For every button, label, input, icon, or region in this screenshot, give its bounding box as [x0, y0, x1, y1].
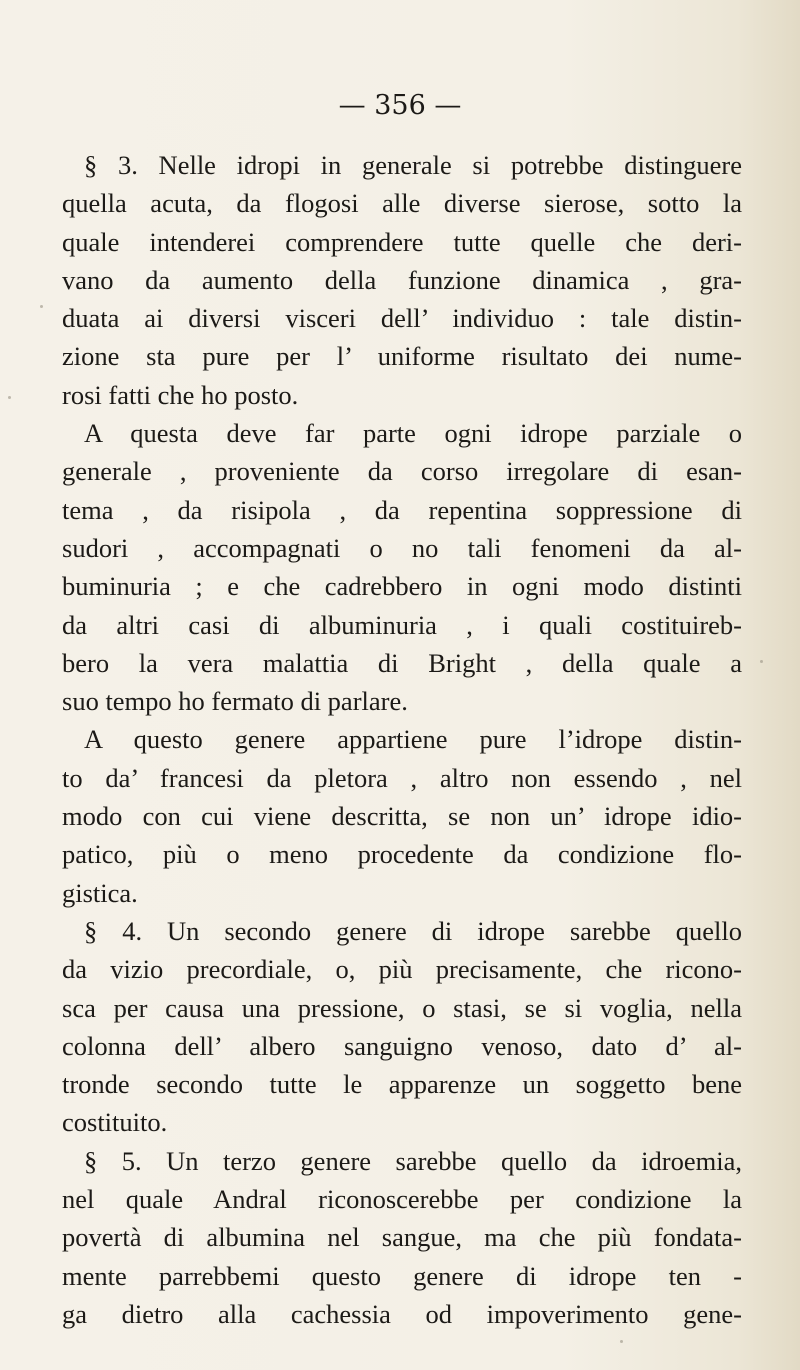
- text-line: tema , da risipola , da repentina soppressione di: [62, 494, 742, 525]
- paper-speck: [620, 1340, 623, 1343]
- text-line: nel quale Andral riconoscerebbe per condizione la: [62, 1184, 742, 1215]
- text-line: bero la vera malattia di Bright , della quale a: [62, 647, 742, 678]
- text-line: zione sta pure per l’ uniforme risultato dei nume-: [62, 341, 742, 372]
- text-line: vano da aumento della funzione dinamica , gra-: [62, 264, 742, 295]
- paper-speck: [760, 660, 763, 663]
- text-line: modo con cui viene descritta, se non un’ idrope idio-: [62, 801, 742, 832]
- text-line: da vizio precordiale, o, più precisamente, che ricono-: [62, 954, 742, 985]
- text-line: § 3. Nelle idropi in generale si potrebbe distinguere: [84, 150, 742, 180]
- text-line: costituito.: [62, 1107, 168, 1138]
- text-line: to da’ francesi da pletora , altro non essendo , nel: [62, 762, 742, 793]
- text-line: generale , proveniente da corso irregolare di esan-: [62, 456, 742, 487]
- text-line: § 4. Un secondo genere di idrope sarebbe quello: [84, 915, 742, 946]
- text-line: A questo genere appartiene pure l’idrope distin-: [84, 724, 742, 755]
- text-line: duata ai diversi visceri dell’ individuo : tale distin-: [62, 303, 742, 334]
- text-line: buminuria ; e che cadrebbero in ogni modo distinti: [62, 571, 742, 602]
- text-line: suo tempo ho fermato di parlare.: [62, 686, 408, 717]
- text-line: quale intenderei comprendere tutte quelle che deri-: [62, 226, 742, 257]
- text-line: tronde secondo tutte le apparenze un soggetto bene: [62, 1069, 742, 1100]
- paper-speck: [40, 305, 43, 308]
- page-number: — 356 —: [338, 90, 462, 121]
- text-line: sudori , accompagnati o no tali fenomeni da al-: [62, 532, 742, 563]
- paper-speck: [8, 396, 11, 399]
- text-line: colonna dell’ albero sanguigno venoso, dato d’ al-: [62, 1030, 742, 1061]
- text-line: ga dietro alla cachessia od impoverimento gene-: [62, 1298, 742, 1329]
- text-line: rosi fatti che ho posto.: [62, 379, 299, 410]
- text-line: da altri casi di albuminuria , i quali costituireb-: [62, 609, 742, 640]
- text-line: mente parrebbemi questo genere di idrope ten -: [62, 1260, 742, 1291]
- text-line: quella acuta, da flogosi alle diverse sierose, sotto la: [62, 188, 742, 219]
- text-line: patico, più o meno procedente da condizione flo-: [62, 839, 742, 870]
- text-line: sca per causa una pressione, o stasi, se si voglia, nella: [62, 992, 742, 1023]
- text-line: gistica.: [62, 877, 138, 908]
- text-line: § 5. Un terzo genere sarebbe quello da idroemia,: [84, 1145, 742, 1176]
- text-line: povertà di albumina nel sangue, ma che più fondata-: [62, 1222, 742, 1253]
- body-text: [62, 146, 742, 1333]
- text-line: A questa deve far parte ogni idrope parziale o: [84, 418, 742, 449]
